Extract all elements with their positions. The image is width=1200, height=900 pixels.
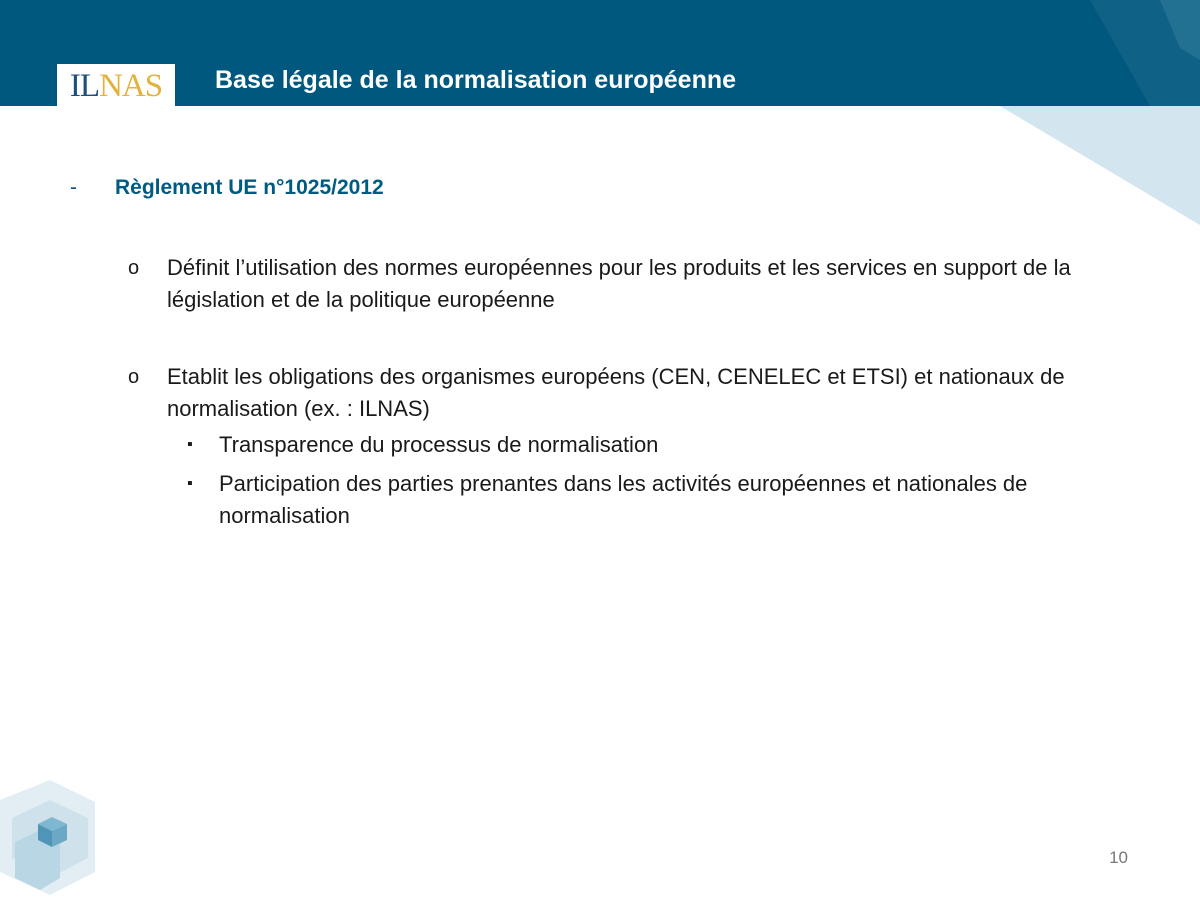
sub-sub-bullet-text: Transparence du processus de normalisation: [219, 432, 659, 457]
dash-bullet-marker: -: [70, 176, 77, 199]
sub-bullet-text: Définit l’utilisation des normes européennes pour les produits et les services en support de la législation et de la politique européenne: [167, 255, 1071, 312]
sub-sub-bullet-text: Participation des parties prenantes dans les activités européennes et nationales de normalisation: [219, 471, 1028, 528]
heading-text: Règlement UE n°1025/2012: [115, 176, 384, 199]
heading-bullet-reglement: [70, 176, 384, 200]
decorative-cubes-bottom-left: [0, 780, 100, 900]
sub-sub-bullet-participation: [187, 468, 1127, 532]
ilnas-logo: [57, 64, 175, 108]
sub-bullet-text: Etablit les obligations des organismes européens (CEN, CENELEC et ETSI) et nationaux de normalisation (ex. : ILNAS): [167, 364, 1065, 421]
square-bullet-marker: ▪: [187, 475, 193, 492]
decorative-cubes-top-right: [1000, 0, 1200, 225]
sub-bullet-etablit: [128, 361, 1128, 425]
sub-bullet-definit: [128, 252, 1128, 316]
sub-sub-bullet-transparence: [187, 429, 1127, 461]
circle-bullet-marker: o: [128, 366, 140, 388]
circle-bullet-marker: o: [128, 257, 140, 279]
square-bullet-marker: ▪: [187, 436, 193, 453]
logo-text: ILNAS: [69, 67, 163, 104]
page-number: 10: [1109, 848, 1128, 867]
slide-title: Base légale de la normalisation européenne: [215, 66, 737, 94]
